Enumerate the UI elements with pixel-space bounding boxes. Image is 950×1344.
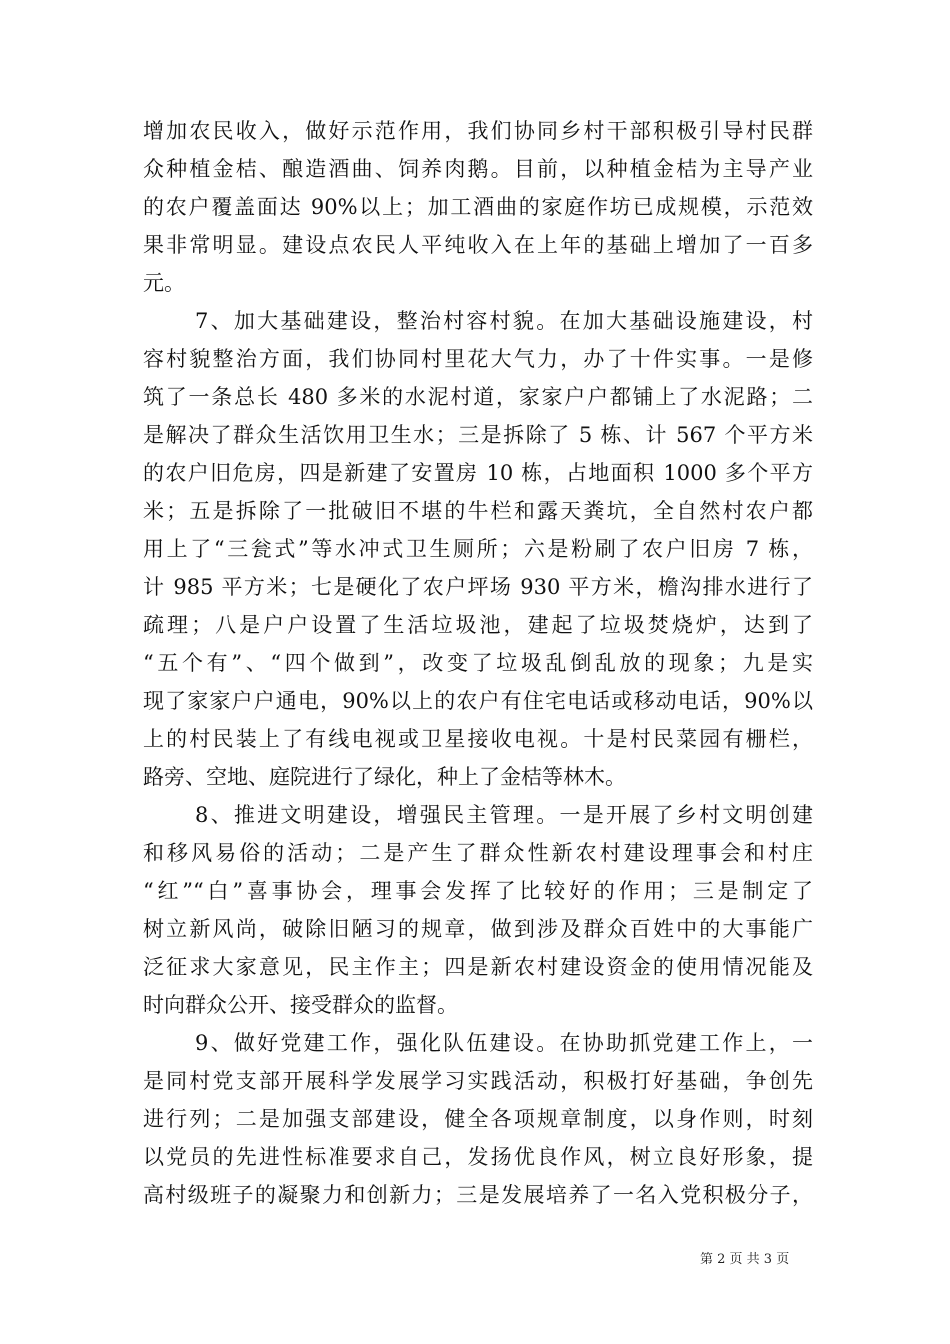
text-line: 和移风易俗的活动；二是产生了群众性新农村建设理事会和村庄 [143, 841, 813, 865]
text-line: 筑了一条总长 480 多米的水泥村道，家家户户都铺上了水泥路；二 [143, 385, 813, 409]
text-line: 路旁、空地、庭院进行了绿化，种上了金桔等林木。 [143, 765, 626, 789]
text-line: 时向群众公开、接受群众的监督。 [143, 993, 458, 1017]
text-line: 用上了“三瓮式”等水冲式卫生厕所；六是粉刷了农户旧房 7 栋， [143, 537, 813, 561]
text-line: 现了家家户户通电，90%以上的农户有住宅电话或移动电话，90%以 [143, 689, 813, 713]
text-line: 是同村党支部开展科学发展学习实践活动，积极打好基础，争创先 [143, 1069, 813, 1093]
text-line: 增加农民收入，做好示范作用，我们协同乡村干部积极引导村民群 [143, 119, 813, 143]
page-number-footer: 第 2 页 共 3 页 [700, 1252, 790, 1267]
section-7-heading-line: 7、加大基础建设，整治村容村貌。在加大基础设施建设，村 [195, 309, 813, 333]
text-line: 树立新风尚，破除旧陋习的规章，做到涉及群众百姓中的大事能广 [143, 917, 813, 941]
text-line: 元。 [143, 271, 185, 295]
text-line: 是解决了群众生活饮用卫生水；三是拆除了 5 栋、计 567 个平方米 [143, 423, 813, 447]
text-line: 米；五是拆除了一批破旧不堪的牛栏和露天粪坑，全自然村农户都 [143, 499, 813, 523]
text-line: “红”“白”喜事协会，理事会发挥了比较好的作用；三是制定了 [143, 879, 813, 903]
section-8-heading-line: 8、推进文明建设，增强民主管理。一是开展了乡村文明创建 [195, 803, 813, 827]
body-text [143, 112, 813, 1214]
text-line: 的农户覆盖面达 90%以上；加工酒曲的家庭作坊已成规模，示范效 [143, 195, 813, 219]
text-line: 疏理；八是户户设置了生活垃圾池，建起了垃圾焚烧炉，达到了 [143, 613, 813, 637]
text-line: 泛征求大家意见，民主作主；四是新农村建设资金的使用情况能及 [143, 955, 813, 979]
text-line: 进行列；二是加强支部建设，健全各项规章制度，以身作则，时刻 [143, 1107, 813, 1131]
text-line: 的农户旧危房，四是新建了安置房 10 栋，占地面积 1000 多个平方 [143, 461, 813, 485]
text-line: 果非常明显。建设点农民人平纯收入在上年的基础上增加了一百多 [143, 233, 813, 257]
section-9-heading-line: 9、做好党建工作，强化队伍建设。在协助抓党建工作上，一 [195, 1031, 813, 1055]
text-line: 容村貌整治方面，我们协同村里花大气力，办了十件实事。一是修 [143, 347, 813, 371]
text-line: 以党员的先进性标准要求自己，发扬优良作风，树立良好形象，提 [143, 1145, 813, 1169]
text-line: 高村级班子的凝聚力和创新力；三是发展培养了一名入党积极分子， [143, 1183, 813, 1207]
text-line: 计 985 平方米；七是硬化了农户坪场 930 平方米，檐沟排水进行了 [143, 575, 813, 599]
text-line: 众种植金桔、酿造酒曲、饲养肉鹅。目前，以种植金桔为主导产业 [143, 157, 813, 181]
text-line: 上的村民装上了有线电视或卫星接收电视。十是村民菜园有栅栏， [143, 727, 813, 751]
text-line: “五个有”、“四个做到”，改变了垃圾乱倒乱放的现象；九是实 [143, 651, 813, 675]
